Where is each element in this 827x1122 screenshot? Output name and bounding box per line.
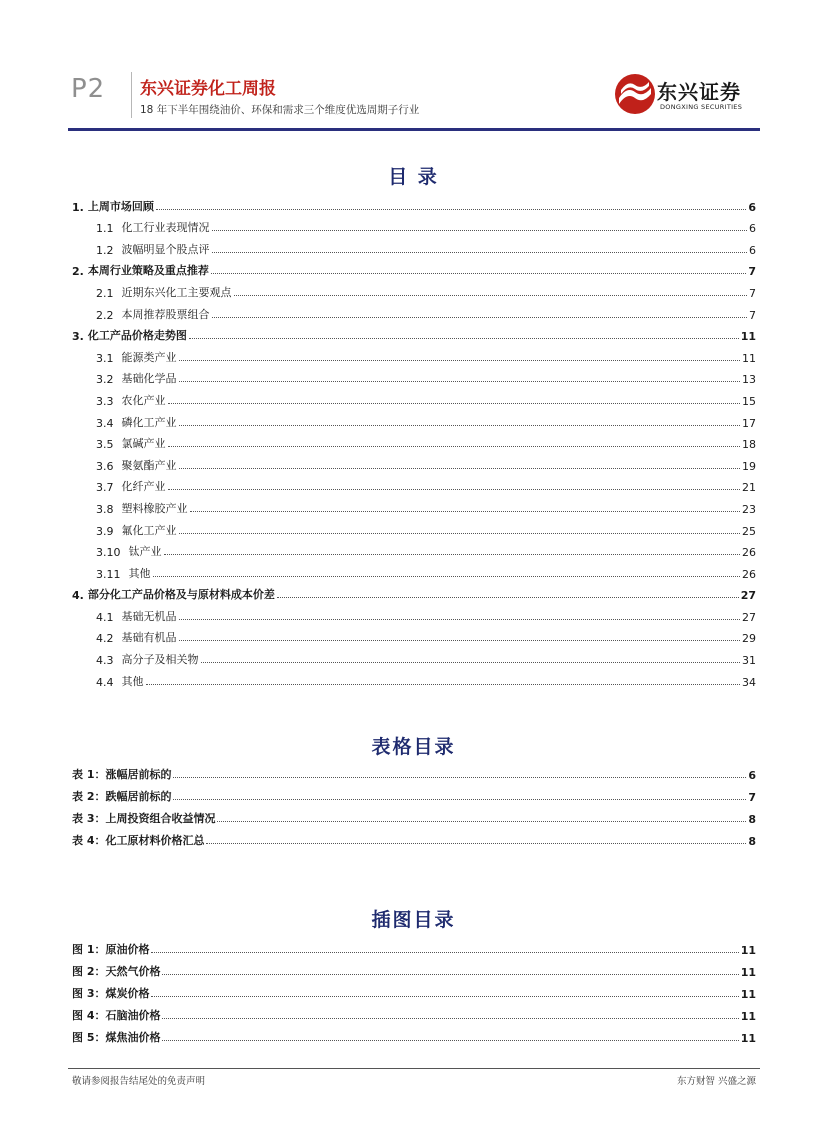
toc-entry[interactable]	[72, 365, 756, 387]
table-list-entry-label: 表 3：上周投资组合收益情况	[72, 812, 216, 825]
figure-list-leader-dots	[151, 995, 738, 997]
toc-entry-page: 34	[742, 675, 756, 689]
toc-entry[interactable]	[72, 430, 756, 452]
figure-list-entry-page: 11	[740, 1032, 756, 1045]
toc-entry-number: 4.2	[96, 632, 114, 646]
report-title: 东兴证券化工周报	[140, 79, 276, 99]
table-list-entry-label: 表 4：化工原材料价格汇总	[72, 834, 205, 847]
toc-entry[interactable]	[72, 451, 756, 473]
toc-entry-page: 27	[740, 589, 756, 603]
toc-entry-label: 波幅明显个股点评	[121, 242, 210, 256]
toc-entry-number: 1.2	[96, 243, 114, 257]
toc-entry-page: 7	[748, 265, 756, 279]
toc-entry[interactable]	[72, 278, 756, 300]
toc-entry-label: 基础化学品	[121, 372, 177, 386]
tables-list-title: 表格目录	[371, 736, 456, 758]
header-divider	[131, 72, 132, 118]
toc-entry-page: 11	[740, 330, 756, 344]
toc-leader-dots	[234, 294, 748, 296]
toc-entry-number: 3.2	[96, 373, 114, 387]
toc-entry-page: 25	[742, 524, 756, 538]
table-list-entry[interactable]	[72, 760, 756, 782]
toc-entry-label: 氟化工产业	[121, 523, 177, 537]
toc-entry-number: 3.9	[96, 524, 114, 538]
figure-list-entry-label: 图 2：天然气价格	[72, 965, 161, 978]
toc-entry[interactable]	[72, 343, 756, 365]
toc-entry-label: 基础无机品	[121, 609, 177, 623]
table-list-entry-label: 表 2：跌幅居前标的	[72, 790, 172, 803]
toc-entry-number: 4.3	[96, 654, 114, 668]
figure-list-leader-dots	[162, 973, 738, 975]
toc-leader-dots	[179, 380, 741, 382]
toc-leader-dots	[168, 445, 741, 447]
toc-entry-page: 6	[748, 200, 756, 214]
figure-list-entry[interactable]	[72, 1001, 756, 1023]
toc-entry-label: 钛产业	[128, 545, 162, 559]
toc-entry-number: 3.3	[96, 394, 114, 408]
figure-list-entry-page: 11	[740, 944, 756, 957]
table-list-entry[interactable]	[72, 782, 756, 804]
toc-leader-dots	[179, 467, 741, 469]
footer-disclaimer: 敬请参阅报告结尾处的免责声明	[72, 1076, 206, 1087]
toc-entry-page: 31	[742, 654, 756, 668]
table-list-leader-dots	[173, 798, 746, 800]
toc-leader-dots	[164, 553, 741, 555]
table-of-contents	[72, 192, 756, 689]
toc-entry-label: 磷化工产业	[121, 415, 177, 429]
figure-list-entry[interactable]	[72, 1023, 756, 1045]
toc-entry[interactable]	[72, 516, 756, 538]
toc-leader-dots	[179, 618, 741, 620]
toc-entry-number: 1.1	[96, 222, 114, 236]
toc-entry[interactable]	[72, 559, 756, 581]
toc-entry-label: 高分子及相关物	[121, 653, 199, 667]
table-list-entry-page: 8	[748, 813, 756, 826]
toc-entry-label: 部分化工产品价格及与原材料成本价差	[87, 588, 275, 602]
toc-entry-label: 农化产业	[121, 393, 166, 407]
toc-entry[interactable]	[72, 494, 756, 516]
table-list-entry[interactable]	[72, 804, 756, 826]
toc-entry-number: 3.10	[96, 546, 121, 560]
toc-leader-dots	[179, 532, 741, 534]
toc-entry-page: 26	[742, 546, 756, 560]
toc-leader-dots	[179, 359, 741, 361]
toc-title: 目 录	[388, 166, 439, 188]
figure-list-leader-dots	[162, 1017, 738, 1019]
toc-entry-number: 4.	[72, 589, 84, 603]
figure-list-entry-page: 11	[740, 1010, 756, 1023]
figure-list-entry-label: 图 4：石脑油价格	[72, 1009, 161, 1022]
toc-leader-dots	[201, 661, 741, 663]
toc-leader-dots	[179, 424, 741, 426]
toc-entry-number: 3.1	[96, 351, 114, 365]
toc-leader-dots	[168, 402, 741, 404]
toc-entry[interactable]	[72, 645, 756, 667]
toc-entry[interactable]	[72, 192, 756, 214]
header-rule	[68, 128, 760, 131]
toc-entry-page: 7	[749, 308, 756, 322]
table-list-leader-dots	[206, 842, 746, 844]
toc-entry-label: 其他	[128, 566, 151, 580]
toc-entry-page: 15	[742, 394, 756, 408]
toc-leader-dots	[190, 510, 741, 512]
figure-list-entry[interactable]	[72, 957, 756, 979]
toc-entry[interactable]	[72, 235, 756, 257]
toc-entry-page: 23	[742, 502, 756, 516]
toc-entry-label: 其他	[121, 674, 144, 688]
figure-list-entry[interactable]	[72, 935, 756, 957]
toc-entry-number: 4.1	[96, 610, 114, 624]
toc-entry[interactable]	[72, 408, 756, 430]
table-list-entry-page: 6	[748, 769, 756, 782]
toc-leader-dots	[212, 229, 748, 231]
toc-entry-label: 塑料橡胶产业	[121, 501, 188, 515]
figure-list-entry-label: 图 1：原油价格	[72, 943, 150, 956]
figure-list-leader-dots	[162, 1039, 738, 1041]
figure-list-entry-page: 11	[740, 988, 756, 1001]
toc-leader-dots	[277, 596, 739, 598]
footer-slogan: 东方财智 兴盛之源	[676, 1076, 756, 1087]
toc-entry-number: 2.1	[96, 286, 114, 300]
toc-entry-number: 3.5	[96, 438, 114, 452]
table-list-entry-page: 7	[748, 791, 756, 804]
toc-entry-number: 3.	[72, 330, 84, 344]
toc-entry[interactable]	[72, 581, 756, 603]
toc-entry-page: 6	[749, 222, 756, 236]
toc-entry[interactable]	[72, 300, 756, 322]
toc-entry-page: 6	[749, 243, 756, 257]
toc-entry[interactable]	[72, 624, 756, 646]
table-list-entry-page: 8	[748, 835, 756, 848]
toc-entry-label: 基础有机品	[121, 631, 177, 645]
toc-entry[interactable]	[72, 214, 756, 236]
toc-entry[interactable]	[72, 257, 756, 279]
tables-list	[72, 760, 756, 848]
page-number: P2	[71, 74, 106, 104]
logo-english: DONGXING SECURITIES	[660, 103, 743, 111]
toc-entry-page: 19	[742, 459, 756, 473]
toc-entry-label: 化工产品价格走势图	[87, 329, 187, 343]
toc-entry-label: 近期东兴化工主要观点	[121, 285, 232, 299]
toc-entry-page: 18	[742, 438, 756, 452]
toc-leader-dots	[212, 316, 748, 318]
toc-entry-label: 氯碱产业	[121, 437, 166, 451]
toc-entry-page: 13	[742, 373, 756, 387]
table-list-entry[interactable]	[72, 826, 756, 848]
toc-entry-page: 11	[742, 351, 756, 365]
figures-list	[72, 935, 756, 1045]
toc-entry-page: 29	[742, 632, 756, 646]
toc-entry-number: 4.4	[96, 675, 114, 689]
toc-entry-number: 3.8	[96, 502, 114, 516]
logo-text: 东兴证券	[657, 80, 741, 104]
toc-entry[interactable]	[72, 538, 756, 560]
toc-entry[interactable]	[72, 667, 756, 689]
toc-entry[interactable]	[72, 322, 756, 344]
figures-list-title: 插图目录	[371, 909, 456, 931]
toc-entry-page: 27	[742, 610, 756, 624]
figure-list-entry-page: 11	[740, 966, 756, 979]
toc-leader-dots	[212, 251, 748, 253]
figure-list-entry-label: 图 3：煤炭价格	[72, 987, 150, 1000]
table-list-leader-dots	[173, 776, 746, 778]
table-list-leader-dots	[217, 820, 746, 822]
toc-entry-label: 能源类产业	[121, 350, 177, 364]
toc-leader-dots	[211, 272, 747, 274]
figure-list-entry-label: 图 5：煤焦油价格	[72, 1031, 161, 1044]
table-list-entry-label: 表 1：涨幅居前标的	[72, 768, 172, 781]
toc-entry-page: 26	[742, 567, 756, 581]
toc-entry[interactable]	[72, 473, 756, 495]
toc-entry-number: 1.	[72, 200, 84, 214]
footer-rule	[68, 1068, 760, 1069]
toc-entry-number: 2.2	[96, 308, 114, 322]
toc-entry-label: 聚氨酯产业	[121, 458, 177, 472]
figure-list-leader-dots	[151, 951, 738, 953]
toc-entry-number: 3.6	[96, 459, 114, 473]
toc-entry-number: 3.7	[96, 481, 114, 495]
toc-entry-number: 3.4	[96, 416, 114, 430]
toc-entry-label: 化工行业表现情况	[121, 221, 210, 235]
toc-entry-page: 7	[749, 286, 756, 300]
toc-entry-label: 本周推荐股票组合	[121, 307, 210, 321]
toc-leader-dots	[179, 639, 741, 641]
toc-entry-label: 本周行业策略及重点推荐	[87, 264, 209, 278]
toc-entry[interactable]	[72, 386, 756, 408]
toc-entry-label: 化纤产业	[121, 480, 166, 494]
toc-entry-number: 2.	[72, 265, 84, 279]
toc-leader-dots	[156, 208, 747, 210]
figure-list-entry[interactable]	[72, 979, 756, 1001]
toc-entry[interactable]	[72, 602, 756, 624]
toc-entry-page: 21	[742, 481, 756, 495]
toc-entry-page: 17	[742, 416, 756, 430]
toc-leader-dots	[153, 575, 741, 577]
toc-leader-dots	[168, 488, 741, 490]
toc-leader-dots	[189, 337, 739, 339]
toc-leader-dots	[146, 683, 741, 685]
toc-entry-label: 上周市场回顾	[87, 199, 154, 213]
report-subtitle: 18 年下半年围绕油价、环保和需求三个维度优选周期子行业	[140, 104, 420, 116]
toc-entry-number: 3.11	[96, 567, 121, 581]
